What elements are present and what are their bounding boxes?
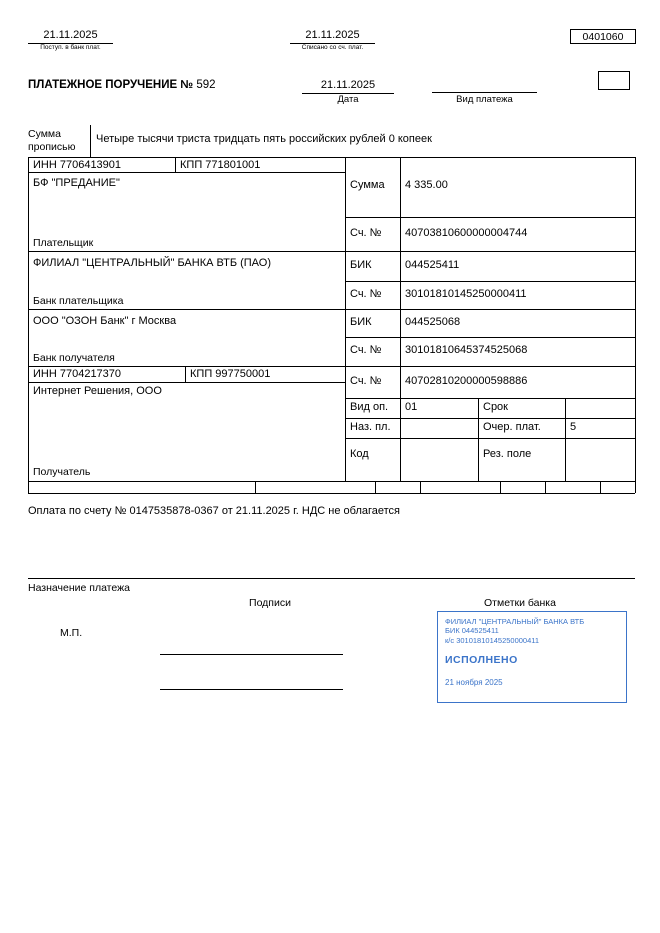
grid-line (28, 493, 635, 494)
grid-line (175, 157, 176, 172)
grid-line (28, 382, 345, 383)
payment-purpose-text: Оплата по счету № 0147535878-0367 от 21.11.2025 г. НДС не облагается (28, 505, 400, 517)
grid-line (345, 418, 635, 419)
priority-value: 5 (570, 421, 577, 433)
term-label: Срок (483, 401, 508, 413)
payer-kpp: КПП 771801001 (180, 159, 261, 171)
grid-line (345, 337, 635, 338)
received-date-field: 21.11.2025 (28, 29, 113, 44)
document-number: 592 (196, 79, 216, 91)
grid-line (255, 481, 256, 493)
payee-bank-name: ООО "ОЗОН Банк" г Москва (33, 315, 177, 327)
payee-name: Интернет Решения, ООО (33, 385, 162, 397)
grid-line (345, 438, 635, 439)
grid-line (28, 157, 635, 158)
bank-marks-label: Отметки банка (484, 597, 556, 609)
payment-purpose-label: Назначение платежа (28, 582, 130, 594)
grid-line (28, 251, 635, 252)
grid-line (345, 398, 635, 399)
purpose-line (28, 578, 635, 579)
document-date-label: Дата (337, 94, 359, 105)
operation-type-value: 01 (405, 401, 418, 413)
document-title (28, 79, 216, 93)
payee-bank-bik: 044525068 (405, 316, 461, 328)
purpose-code-label: Наз. пл. (350, 421, 391, 433)
grid-line (545, 481, 546, 493)
grid-line (345, 157, 346, 481)
grid-line (345, 281, 635, 282)
code-label: Код (350, 448, 369, 460)
amount-label: Сумма (350, 179, 385, 191)
amount-words-label: Сумма прописью (28, 128, 76, 153)
payer-bank-bik: 044525411 (405, 259, 460, 271)
payee-bank-account: 30101810645374525068 (405, 344, 528, 356)
stamp-bik: БИК 044525411 (445, 626, 499, 636)
payee-bank-section-label: Банк получателя (33, 352, 115, 364)
document-title-text: ПЛАТЕЖНОЕ ПОРУЧЕНИЕ № (28, 79, 194, 91)
signature-line (160, 689, 343, 690)
payer-bank-section-label: Банк плательщика (33, 295, 124, 307)
grid-line (28, 366, 635, 367)
grid-line (345, 217, 635, 218)
payee-kpp: КПП 997750001 (190, 368, 271, 380)
payer-name: БФ "ПРЕДАНИЕ" (33, 177, 120, 189)
grid-line (28, 309, 635, 310)
stamp-date: 21 ноября 2025 (445, 678, 503, 688)
stamp-bank-name: ФИЛИАЛ "ЦЕНТРАЛЬНЫЙ" БАНКА ВТБ (445, 617, 585, 626)
grid-line (478, 398, 479, 481)
debited-date-label: Списано со сч. плат. (301, 44, 364, 51)
payer-bank-bik-label: БИК (350, 259, 372, 271)
grid-line (185, 366, 186, 382)
payer-bank-name: ФИЛИАЛ "ЦЕНТРАЛЬНЫЙ" БАНКА ВТБ (ПАО) (33, 257, 271, 269)
amount-words-value: Четыре тысячи триста тридцать пять российских рублей 0 копеек (96, 133, 432, 145)
amount-words-divider (90, 125, 91, 157)
grid-line (565, 398, 566, 481)
payer-account: 40703810600000004744 (405, 227, 528, 239)
reserve-field-label: Рез. поле (483, 448, 532, 460)
payee-account-label: Сч. № (350, 375, 382, 387)
payee-inn: ИНН 7704217370 (33, 368, 122, 380)
amount-value: 4 335.00 (405, 179, 448, 191)
stamp-status: ИСПОЛНЕНО (445, 654, 518, 667)
bank-execution-stamp (437, 611, 627, 703)
document-date-field: 21.11.2025 (302, 79, 394, 94)
operation-type-label: Вид оп. (350, 401, 389, 413)
payee-bank-account-label: Сч. № (350, 344, 382, 356)
payee-bank-bik-label: БИК (350, 316, 372, 328)
payer-bank-account: 30101810145250000411 (405, 288, 527, 300)
grid-line (500, 481, 501, 493)
grid-line (375, 481, 376, 493)
grid-line (600, 481, 601, 493)
signature-line (160, 654, 343, 655)
stamp-corr-account: к/с 30101810145250000411 (445, 635, 540, 645)
stamp-place-label: М.П. (60, 627, 83, 639)
payment-type-label: Вид платежа (456, 94, 513, 105)
form-code-box: 0401060 (570, 29, 636, 44)
signatures-label: Подписи (249, 597, 291, 609)
payment-type-box (598, 71, 630, 90)
priority-label: Очер. плат. (483, 421, 541, 433)
payer-account-label: Сч. № (350, 227, 382, 239)
grid-line (420, 481, 421, 493)
payee-account: 40702810200000598886 (405, 375, 528, 387)
received-date-label: Поступ. в банк плат. (40, 44, 101, 51)
payee-section-label: Получатель (33, 466, 91, 478)
payer-section-label: Плательщик (33, 237, 94, 249)
payment-type-line (432, 92, 537, 93)
debited-date-field: 21.11.2025 (290, 29, 375, 44)
grid-line (400, 157, 401, 481)
payer-bank-account-label: Сч. № (350, 288, 382, 300)
payer-inn: ИНН 7706413901 (33, 159, 122, 171)
grid-line (635, 157, 636, 493)
grid-line (28, 481, 635, 482)
grid-line (28, 157, 29, 493)
